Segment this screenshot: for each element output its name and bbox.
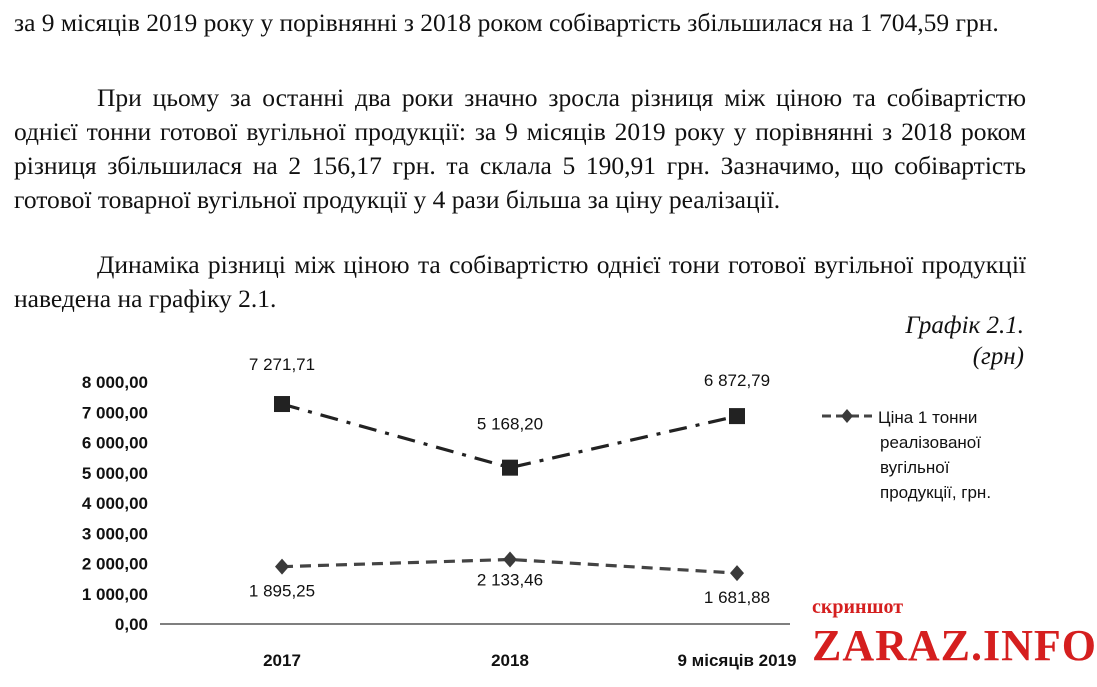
chart-unit: (грн) [972,343,1024,370]
data-point-diamond [730,565,744,581]
y-tick-label: 0,00 [114,615,148,634]
x-tick-label: 9 місяців 2019 [677,651,797,670]
x-tick-label: 2018 [491,651,529,670]
chart-caption: Графік 2.1. [905,312,1024,339]
y-tick-label: 3 000,00 [81,524,148,544]
watermark-caption: скриншот [812,596,904,618]
y-tick-label: 5 000,00 [81,463,148,483]
series-layer [249,355,770,607]
y-tick-label: 4 000,00 [81,494,148,513]
paragraph-2: При цьому за останні два роки значно зросла різниця між ціною та собівартістю однієї тонни готової вугільної продукції: за 9 місяців 2019 року у порівнянні з 2018 роком різниця збільшилася на 2 156,17 грн. та склала 5 190,91 грн. Зазначимо, що собівартість готової товарної вугільної продукції у 4 рази більша за ціну реалізації. [14,83,1026,214]
watermark-logo: ZARAZ.INFO [812,621,1097,670]
y-tick-label: 8 000,00 [81,373,148,392]
legend [822,408,991,502]
y-tick-label: 6 000,00 [81,433,148,453]
x-axis [160,624,797,670]
legend-marker [841,409,853,423]
data-label: 1 681,88 [703,588,771,608]
legend-label: вугільної [880,458,950,477]
data-point-diamond [275,559,289,575]
data-label: 7 271,71 [248,355,316,375]
legend-label: продукції, грн. [880,483,992,502]
data-point-square [729,408,745,424]
data-point-diamond [503,551,517,567]
series-line [282,404,737,468]
legend-label: реалізованої [880,433,981,452]
y-tick-label: 7 000,00 [81,403,148,423]
data-label: 1 895,25 [248,581,316,601]
paragraph-3: Динаміка різниці між ціною та собівартістю однієї тони готової вугільної продукції наведена на графіку 2.1. [14,250,1026,313]
data-point-square [274,396,290,412]
y-tick-label: 1 000,00 [81,584,148,604]
legend-label: Ціна 1 тонни [878,408,978,427]
y-axis [82,373,148,634]
data-label: 2 133,46 [476,570,544,590]
x-tick-label: 2017 [263,651,301,670]
data-point-square [502,460,518,476]
data-label: 6 872,79 [703,371,771,391]
y-tick-label: 2 000,00 [81,554,148,574]
paragraph-1: за 9 місяців 2019 року у порівнянні з 2018 роком собівартість збільшилася на 1 704,59 грн. [14,8,999,37]
data-label: 5 168,20 [476,414,544,434]
